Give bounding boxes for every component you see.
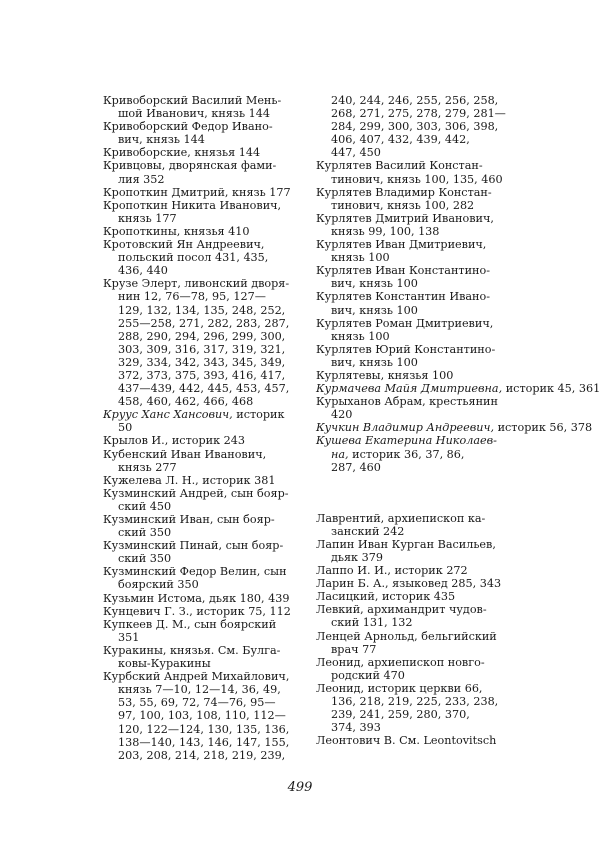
entry-line: Кузминский Федор Велин, сын [103, 565, 287, 579]
entry-line: 303, 309, 316, 317, 319, 321, [118, 342, 286, 356]
index-entry [103, 434, 307, 447]
entry-line: Кузминский Иван, сын бояр- [103, 513, 275, 526]
entry-line: 255—258, 271, 282, 283, 287, [118, 316, 290, 330]
entry-line: князь 100 [331, 251, 390, 265]
entry-line: князь 277 [118, 460, 177, 474]
entry-line: Курбский Андрей Михайлович, [103, 670, 290, 684]
entry-line: 268, 271, 275, 278, 279, 281— [331, 107, 506, 121]
entry-line: 420 [331, 408, 353, 422]
entry-line: тинович, князь 100, 135, 460 [331, 172, 503, 186]
entry-line: Ларин Б. А., языковед 285, 343 [316, 577, 502, 591]
entry-line: шой Иванович, князь 144 [118, 107, 270, 121]
entry-line: Ласицкий, историк 435 [316, 590, 456, 604]
entry-line: Кужелева Л. Н., историк 381 [103, 473, 276, 487]
entry-line: Кузминский Пинай, сын бояр- [103, 539, 284, 553]
entry-line: 447, 450 [331, 146, 381, 160]
entry-line: 136, 218, 219, 225, 233, 238, [331, 695, 499, 709]
entry-line: родский 470 [331, 668, 405, 682]
entry-line: Купкеев Д. М., сын боярский [103, 617, 277, 631]
index-entry: Кушева Екатерина Николаев- на, историк 36, 37, 86, 287, 460 [316, 434, 500, 473]
entry-line: 50 [118, 421, 133, 435]
index-entry [103, 513, 307, 539]
entry-line: князь 99, 100, 138 [331, 224, 440, 238]
index-entry [316, 369, 500, 382]
index-column-left [103, 94, 307, 762]
index-entry [316, 290, 500, 316]
entry-line: вич, князь 100 [331, 355, 418, 369]
index-entry [316, 395, 500, 421]
entry-italic-name: Курмачева Майя Дмитриевна, [316, 382, 503, 396]
index-entry [103, 159, 307, 185]
entry-line: 351 [118, 630, 140, 644]
index-entry [316, 264, 500, 290]
entry-line: Лаврентий, архиепископ ка- [316, 511, 486, 525]
entry-line: 240, 244, 246, 255, 256, 258, [331, 94, 499, 107]
index-entry [316, 212, 500, 238]
entry-line: дьяк 379 [331, 551, 383, 564]
entry-line: ский 131, 132 [331, 616, 413, 630]
entry-line: Кривоборский Василий Мень- [103, 94, 282, 107]
index-entry [103, 277, 307, 408]
index-entry [103, 644, 307, 670]
entry-line: 288, 290, 294, 296, 299, 300, [118, 329, 286, 343]
index-entry [103, 225, 307, 238]
index-entry [316, 238, 500, 264]
entry-line: Кубенский Иван Иванович, [103, 447, 267, 461]
entry-line: 437—439, 442, 445, 453, 457, [118, 382, 290, 396]
entry-line: князь 7—10, 12—14, 36, 49, [118, 683, 281, 697]
index-entry [103, 146, 307, 159]
entry-line: Курлятев Дмитрий Иванович, [316, 211, 494, 225]
index-entry [103, 539, 307, 565]
entry-line: Лаппо И. И., историк 272 [316, 564, 468, 578]
entry-line: ковы-Куракины [118, 657, 211, 671]
index-entry [316, 538, 500, 564]
index-entry [316, 682, 500, 734]
entry-line: 287, 460 [331, 460, 381, 474]
index-entry [103, 565, 307, 591]
entry-line: 97, 100, 103, 108, 110, 112— [118, 709, 286, 723]
index-entry [316, 564, 500, 577]
index-entry [103, 592, 307, 605]
index-entry [103, 120, 307, 146]
index-entry [316, 512, 500, 538]
index-entry: Кучкин Владимир Андреевич, историк 56, 378 [316, 421, 593, 435]
entry-line: ский 350 [118, 552, 172, 566]
index-entry [316, 317, 500, 343]
entry-line: 436, 440 [118, 264, 168, 278]
index-entry [103, 186, 307, 199]
entry-line: вич, князь 100 [331, 303, 418, 317]
entry-italic-name: Кушева Екатерина Николаев- [316, 434, 497, 448]
entry-line: боярский 350 [118, 578, 199, 592]
entry-line: Курлятевы, князья 100 [316, 368, 454, 382]
entry-line: Куракины, князья. См. Булга- [103, 643, 281, 657]
index-entry: Курмачева Майя Дмитриевна, историк 45, 361 [316, 382, 600, 396]
page-number: 499 [287, 780, 313, 795]
entry-line: врач 77 [331, 642, 377, 656]
entry-line: 129, 132, 134, 135, 248, 252, [118, 303, 286, 317]
entry-line: ский 350 [118, 526, 172, 540]
letter-gap [316, 474, 500, 512]
entry-line: Лапин Иван Курган Васильев, [316, 537, 496, 551]
index-entry [103, 670, 307, 762]
entry-line: Крузе Элерт, ливонский дворя- [103, 277, 290, 291]
entry-line: 458, 460, 462, 466, 468 [118, 395, 254, 409]
index-entry [103, 474, 307, 487]
index-entry [103, 199, 307, 225]
index-entry [316, 656, 500, 682]
entry-line: нин 12, 76—78, 95, 127— [118, 290, 266, 304]
entry-line: 138—140, 143, 146, 147, 155, [118, 735, 290, 749]
entry-line: 374, 393 [331, 721, 381, 735]
index-entry [316, 159, 503, 186]
entry-line: Кривоборский Федор Ивано- [103, 120, 273, 134]
entry-line: вич, князь 100 [331, 277, 418, 291]
entry-line: Кропоткины, князья 410 [103, 224, 250, 238]
index-entry [103, 238, 307, 277]
entry-line: Леонид, архиепископ новго- [316, 655, 485, 669]
entry-line: Курлятев Юрий Константино- [316, 342, 496, 356]
entry-line: 203, 208, 214, 218, 219, 239, [118, 748, 286, 762]
entry-line: Курлятев Роман Дмитриевич, [316, 316, 494, 330]
entry-italic-name: Круус Ханс Хансович, [103, 408, 233, 422]
entry-line: ский 450 [118, 499, 172, 513]
index-entry [316, 734, 500, 747]
entry-line: тинович, князь 100, 282 [331, 198, 475, 212]
entry-line: Леонид, историк церкви 66, [316, 681, 483, 695]
entry-line: Кротовский Ян Андреевич, [103, 238, 265, 252]
index-entry [316, 603, 500, 629]
entry-line: Крылов И., историк 243 [103, 434, 246, 448]
entry-line: князь 177 [118, 211, 177, 225]
entry-line: Курлятев Константин Ивано- [316, 290, 491, 304]
entry-line: Курыханов Абрам, крестьянин [316, 395, 498, 409]
index-entry [316, 186, 500, 212]
index-column-right [316, 94, 600, 748]
index-entry [103, 605, 307, 618]
entry-line: 284, 299, 300, 303, 306, 398, [331, 120, 499, 134]
entry-line: Кропоткин Никита Иванович, [103, 198, 282, 212]
entry-line: Кропоткин Дмитрий, князь 177 [103, 185, 291, 199]
entry-line: 406, 407, 432, 439, 442, [331, 133, 470, 147]
index-entry [103, 448, 307, 474]
entry-line: 53, 55, 69, 72, 74—76, 95— [118, 696, 276, 710]
entry-line: Курлятев Иван Дмитриевич, [316, 238, 487, 252]
index-entry [103, 618, 307, 644]
entry-line: Кривцовы, дворянская фами- [103, 159, 277, 173]
entry-line: Курлятев Василий Констан- [316, 159, 483, 173]
entry-line: вич, князь 144 [118, 133, 205, 147]
entry-line: польский посол 431, 435, [118, 251, 269, 265]
index-entry [103, 487, 307, 513]
index-entry [316, 94, 506, 160]
entry-line: 120, 122—124, 130, 135, 136, [118, 722, 290, 736]
entry-line: 372, 373, 375, 393, 416, 417, [118, 368, 286, 382]
entry-line: лия 352 [118, 172, 165, 186]
entry-italic-name: Кучкин Владимир Андреевич, [316, 421, 494, 435]
entry-line: Курлятев Владимир Констан- [316, 185, 492, 199]
index-entry [316, 590, 500, 603]
entry-line: Кузьмин Истома, дьяк 180, 439 [103, 591, 290, 605]
index-entry [316, 577, 500, 590]
entry-line: 329, 334, 342, 343, 345, 349, [118, 355, 286, 369]
entry-line: Кривоборские, князья 144 [103, 146, 261, 160]
index-section-k [316, 94, 600, 474]
entry-line: Леонтович В. См. Leontovitsch [316, 734, 497, 748]
entry-line: князь 100 [331, 329, 390, 343]
entry-line: занский 242 [331, 524, 405, 538]
entry-line: Курлятев Иван Константино- [316, 264, 491, 278]
entry-line: Кузминский Андрей, сын бояр- [103, 486, 289, 500]
index-section-l [316, 512, 500, 748]
index-entry [103, 94, 307, 120]
entry-line: Кунцевич Г. З., историк 75, 112 [103, 604, 291, 618]
entry-line: Левкий, архимандрит чудов- [316, 603, 487, 617]
index-entry [316, 630, 500, 656]
entry-line: 239, 241, 259, 280, 370, [331, 708, 470, 722]
index-entry: Круус Ханс Хансович, историк 50 [103, 408, 307, 434]
index-entry [316, 343, 500, 369]
entry-line: Ленцей Арнольд, бельгийский [316, 629, 497, 643]
